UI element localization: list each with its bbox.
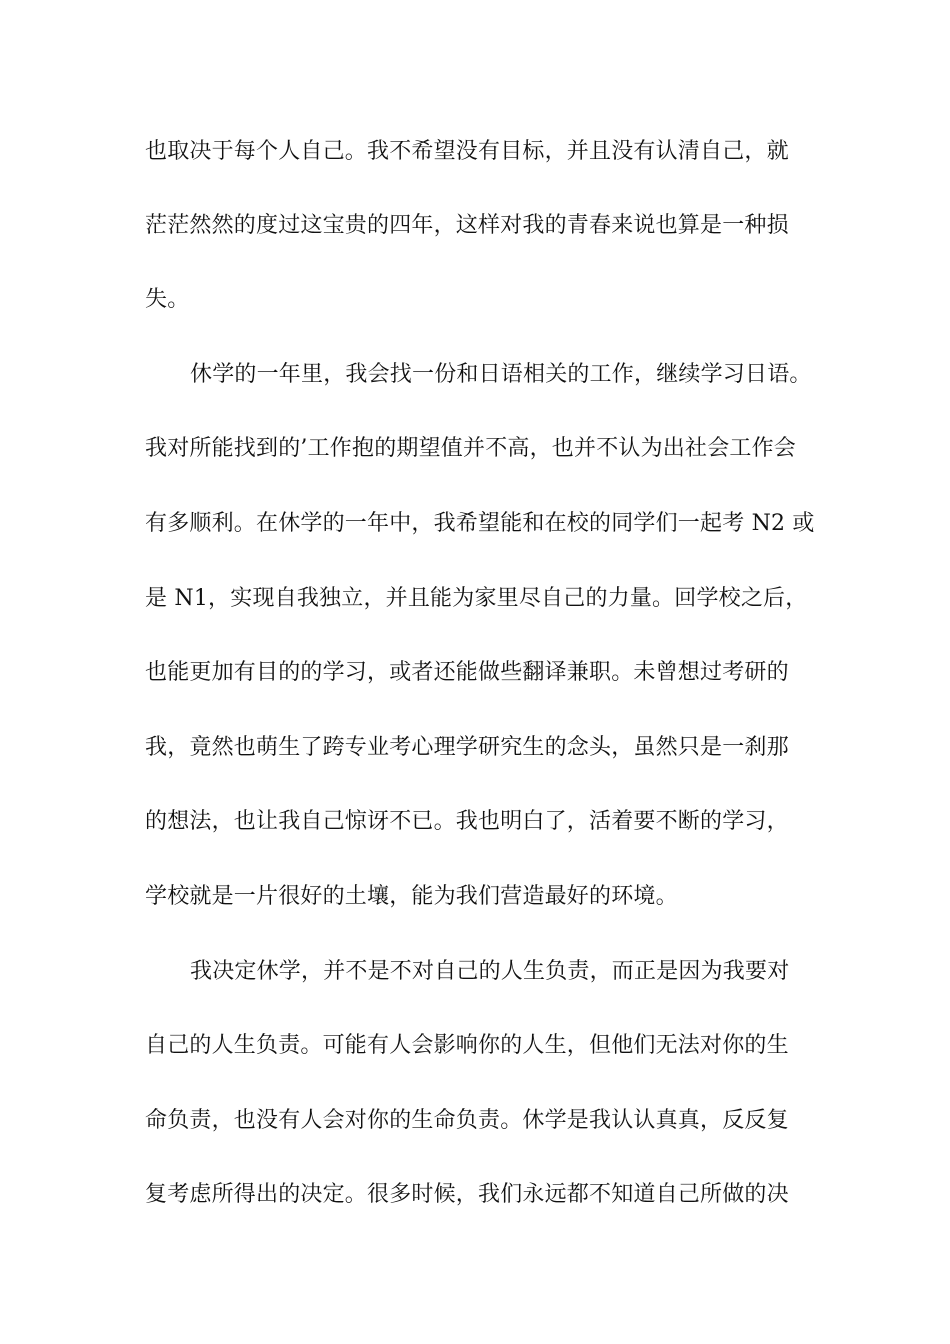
text-line: 学校就是一片很好的土壤，能为我们营造最好的环境。 bbox=[145, 884, 678, 909]
text-line: 茫茫然然的度过这宝贵的四年，这样对我的青春来说也算是一种损 bbox=[145, 213, 789, 238]
paragraph-first-line: 休学的一年里，我会找一份和日语相关的工作，继续学习日语。 bbox=[190, 362, 812, 387]
text-line: 失。 bbox=[145, 287, 190, 312]
paragraph-first-line: 我决定休学，并不是不对自己的人生负责，而正是因为我要对 bbox=[190, 959, 790, 984]
text-line: 自己的人生负责。可能有人会影响你的人生，但他们无法对你的生 bbox=[145, 1033, 789, 1058]
text-line: 复考虑所得出的决定。很多时候，我们永远都不知道自己所做的决 bbox=[145, 1182, 789, 1207]
text-line: 也能更加有目的的学习，或者还能做些翻译兼职。未曾想过考研的 bbox=[145, 660, 789, 685]
text-line: 有多顺利。在休学的一年中，我希望能和在校的同学们一起考 N2 或 bbox=[145, 511, 815, 536]
text-line: 我对所能找到的’工作抱的期望值并不高，也并不认为出社会工作会 bbox=[145, 436, 796, 461]
text-line: 我，竟然也萌生了跨专业考心理学研究生的念头，虽然只是一刹那 bbox=[145, 735, 789, 760]
text-line: 也取决于每个人自己。我不希望没有目标，并且没有认清自己，就 bbox=[145, 139, 789, 164]
text-line: 是 N1，实现自我独立，并且能为家里尽自己的力量。回学校之后， bbox=[145, 586, 808, 611]
text-line: 命负责，也没有人会对你的生命负责。休学是我认认真真，反反复 bbox=[145, 1108, 789, 1133]
text-line: 的想法，也让我自己惊讶不已。我也明白了，活着要不断的学习， bbox=[145, 809, 789, 834]
